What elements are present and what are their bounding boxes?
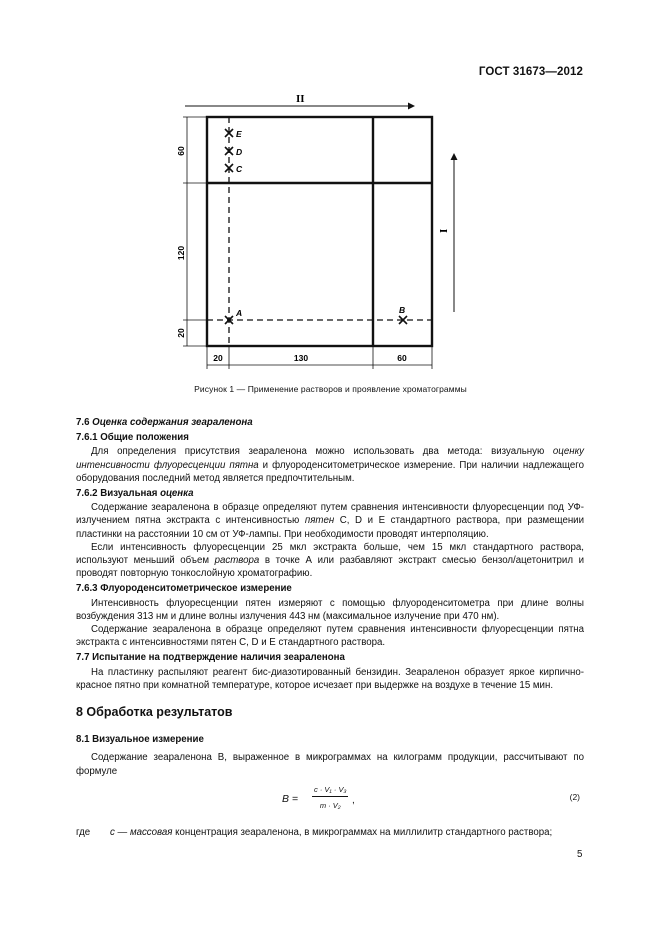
section-8-heading: 8 Обработка результатов [76, 705, 233, 720]
formula-denominator: m · V₂ [319, 801, 341, 811]
where-description: концентрация зеараленона, в микрограммах на миллилитр стандартного раствора; [172, 826, 553, 838]
dim-left-60: 60 [176, 146, 186, 156]
section-7-6-3-paragraph-1: Интенсивность флуоресценции пятен измеряют с помощью флуороденситометра при длине волны возбуждения 313 нм и длине волны излучения 443 нм (максимальное излучение при 470 нм). [76, 597, 584, 622]
point-e-label: E [236, 129, 242, 139]
section-7-6-2-paragraph-2: Если интенсивность флуоресценции 25 мкл экстракта больше, чем 15 мкл стандартного раствора, используют меньший объем раствора в точке А или разбавляют экстракт смесью бензол/ацетонитрил и проводят повторную тонкослойную хроматографию. [76, 541, 584, 580]
formula-fraction [312, 783, 348, 812]
section-8-1-paragraph: Содержание зеараленона B, выраженное в микрограммах на килограмм продукции, рассчитывают по формуле [76, 752, 584, 777]
section-7-6-1-heading: 7.6.1 Общие положения [76, 432, 189, 444]
section-7-6-heading: 7.6 Оценка содержания зеараленона [76, 417, 253, 428]
point-d-label: D [236, 147, 243, 157]
formula-comma: , [352, 794, 355, 806]
document-body [76, 414, 584, 839]
section-7-6-2-heading: 7.6.2 Визуальная оценка [76, 488, 194, 500]
section-7-7-paragraph: На пластинку распыляют реагент бис-диазотированный бензидин. Зеараленон образует яркое кирпично-красное пятно при комнатной температуре, которое исчезает при выдержке на воздухе в течение 15 мин. [76, 666, 584, 691]
page-number: 5 [577, 849, 583, 860]
section-7-6-3-heading: 7.6.3 Флуороденситометрическое измерение [76, 583, 292, 595]
where-word: где [76, 826, 91, 838]
where-clause [76, 826, 584, 839]
document-id: ГОСТ 31673—2012 [478, 66, 583, 78]
figure-caption: Рисунок 1 — Применение растворов и проявление хроматограммы [194, 384, 467, 394]
point-b-label: B [399, 305, 406, 315]
dim-bottom-60: 60 [397, 353, 407, 363]
where-symbol: c — [110, 826, 128, 838]
formula-numerator: c · V₁ · V₃ [312, 783, 348, 797]
formula-2 [76, 782, 584, 820]
axis-ii-label: II [296, 93, 305, 105]
section-7-7-heading: 7.7 Испытание на подтверждение наличия зеараленона [76, 652, 345, 664]
section-7-6-1-paragraph: Для определения присутствия зеараленона можно использовать два метода: визуальную оценку интенсивности флуоресценции пятна и флуороденситометрическое измерение. При наличии надлежащего оборудования последний метод является предпочтительным. [76, 446, 585, 484]
dim-left-20: 20 [176, 328, 186, 338]
formula-lhs: B = [282, 792, 299, 805]
section-7-6-3-paragraph-2: Содержание зеараленона в образце определяют путем сравнения интенсивности флуоресценции пятна экстракта с интенсивностями пятен C, D и E стандартного раствора. [76, 624, 584, 649]
axis-i-label: I [438, 228, 450, 233]
dim-left-120: 120 [176, 245, 186, 261]
section-8-1-heading: 8.1 Визуальное измерение [76, 734, 204, 746]
chromatogram-figure [0, 0, 661, 380]
point-c-label: C [236, 164, 243, 174]
section-7-6-2-paragraph-1: Содержание зеараленона в образце определяют путем сравнения интенсивности флуоресценции под УФ-излучением пятна экстракта с интенсивностью пятен C, D и E стандартного раствора, при размещении пластинки на расстоянии 10 см от УФ-лампы. При необходимости проводят интерполяцию. [76, 502, 584, 540]
formula-number: (2) [569, 791, 580, 802]
point-a-label: A [236, 308, 243, 318]
dim-bottom-130: 130 [293, 353, 309, 363]
dim-bottom-20: 20 [213, 353, 223, 363]
where-massovaya: массовая [129, 826, 173, 838]
